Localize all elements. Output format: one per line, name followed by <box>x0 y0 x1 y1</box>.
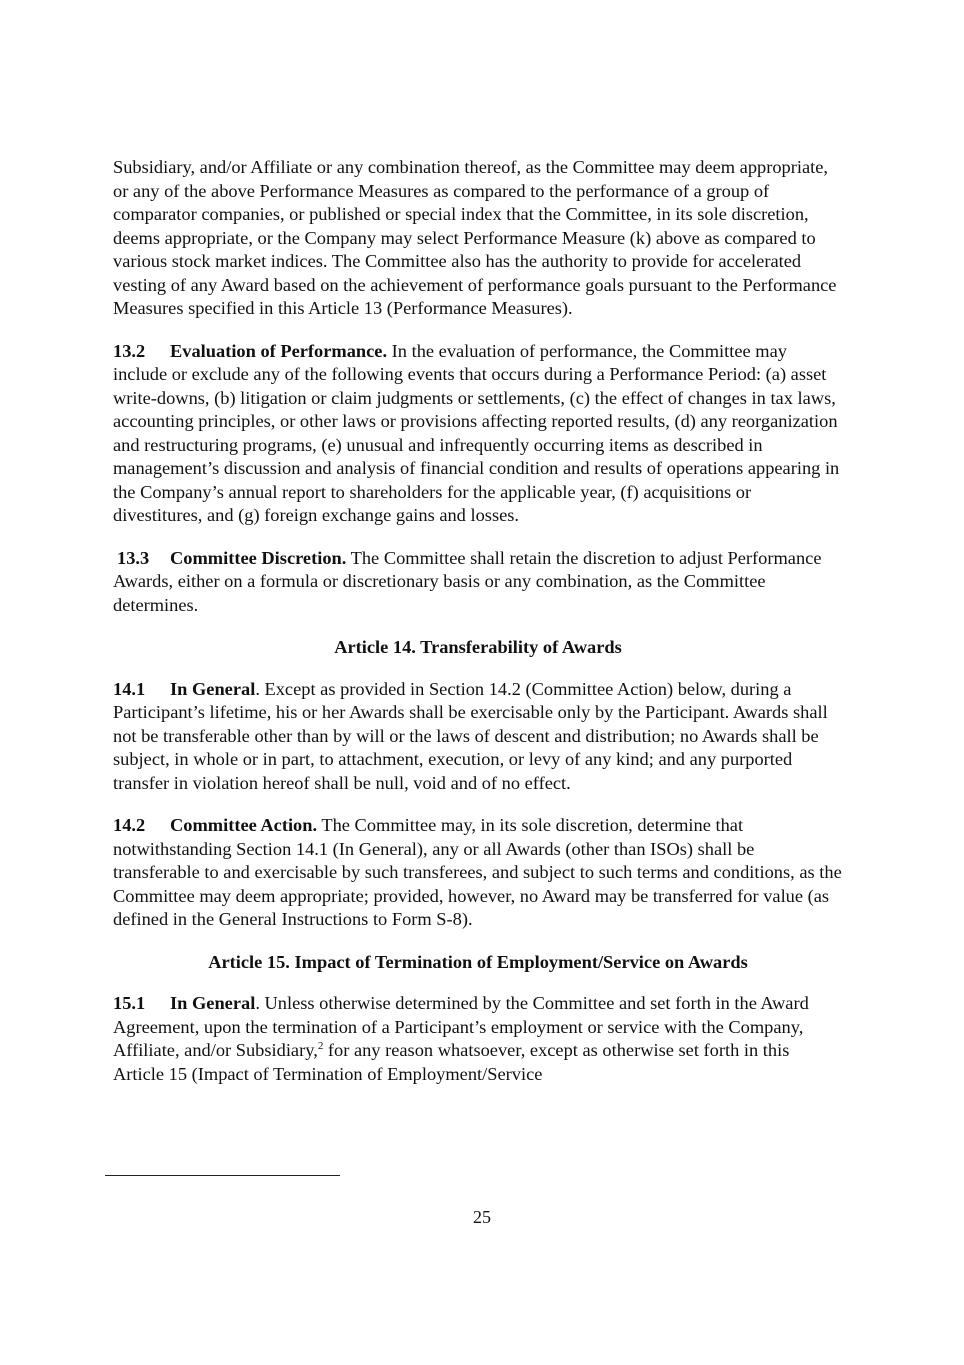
continuation-paragraph: Subsidiary, and/or Affiliate or any combination thereof, as the Committee may deem appropriate, or any of the above Performance Measures as compared to the performance of a group of comparator companies, or published or special index that the Committee, in its sole discretion, deems appropriate, or the Company may select Performance Measure (k) above as compared to various stock market indices. The Committee also has the authority to provide for accelerated vesting of any Award based on the achievement of performance goals pursuant to the Performance Measures specified in this Article 13 (Performance Measures). <box>113 157 837 318</box>
section-13-3 <box>113 547 843 618</box>
footnote-separator <box>105 1175 340 1176</box>
section-title: In General <box>170 678 256 699</box>
section-13-2 <box>113 340 843 528</box>
page-number: 25 <box>473 1207 491 1227</box>
section-14-2 <box>113 814 843 932</box>
section-title: Committee Discretion. <box>170 547 347 568</box>
section-number: 15.1 <box>113 993 146 1013</box>
section-title: In General <box>170 993 256 1013</box>
document-body <box>113 156 843 1105</box>
article-15-heading: Article 15. Impact of Termination of Employment/Service on Awards <box>208 951 748 972</box>
section-number: 13.2 <box>113 340 146 361</box>
section-number: 14.1 <box>113 678 146 699</box>
section-title: Committee Action. <box>170 815 318 835</box>
section-number: 13.3 <box>117 547 150 568</box>
section-body: . Unless otherwise determined by the Committee and set forth in the Award Agreement, upon the termination of a Participant’s employment or service with the Company, Affiliate, and/or Subsidiary, <box>113 993 809 1060</box>
section-body: In the evaluation of performance, the Committee may include or exclude any of the following events that occurs during a Performance Period: (a) asset write-downs, (b) litigation or claim judgments or settlements, (c) the effect of changes in tax laws, accounting principles, or other laws or provisions affecting reported results, (d) any reorganization and restructuring programs, (e) unusual and infrequently occurring items as described in management’s discussion and analysis of financial condition and results of operations appearing in the Company’s annual report to shareholders for the applicable year, (f) acquisitions or divestitures, and (g) foreign exchange gains and losses. <box>113 340 840 525</box>
section-title: Evaluation of Performance. <box>170 340 388 361</box>
section-body: The Committee shall retain the discretion to adjust Performance Awards, either on a formula or discretionary basis or any combination, as the Committee determines. <box>113 547 822 615</box>
section-15-1 <box>113 992 843 1086</box>
section-14-1 <box>113 678 843 796</box>
section-body: The Committee may, in its sole discretion, determine that notwithstanding Section 14.1 (In General), any or all Awards (other than ISOs) shall be transferable to and exercisable by such transferees, and subject to such terms and conditions, as the Committee may deem appropriate; provided, however, no Award may be transferred for value (as defined in the General Instructions to Form S-8). <box>113 815 842 929</box>
footnote-reference[interactable]: 2 <box>317 1039 324 1052</box>
section-body: . Except as provided in Section 14.2 (Committee Action) below, during a Participant’s lifetime, his or her Awards shall be exercisable only by the Participant. Awards shall not be transferable other than by will or the laws of descent and distribution; no Awards shall be subject, in whole or in part, to attachment, execution, or levy of any kind; and any purported transfer in violation hereof shall be null, void and of no effect. <box>113 678 828 793</box>
article-14-heading: Article 14. Transferability of Awards <box>334 637 622 657</box>
section-number: 14.2 <box>113 815 146 835</box>
section-body-continued: for any reason whatsoever, except as otherwise set forth in this Article 15 (Impact of Termination of Employment/Service <box>113 1040 790 1084</box>
